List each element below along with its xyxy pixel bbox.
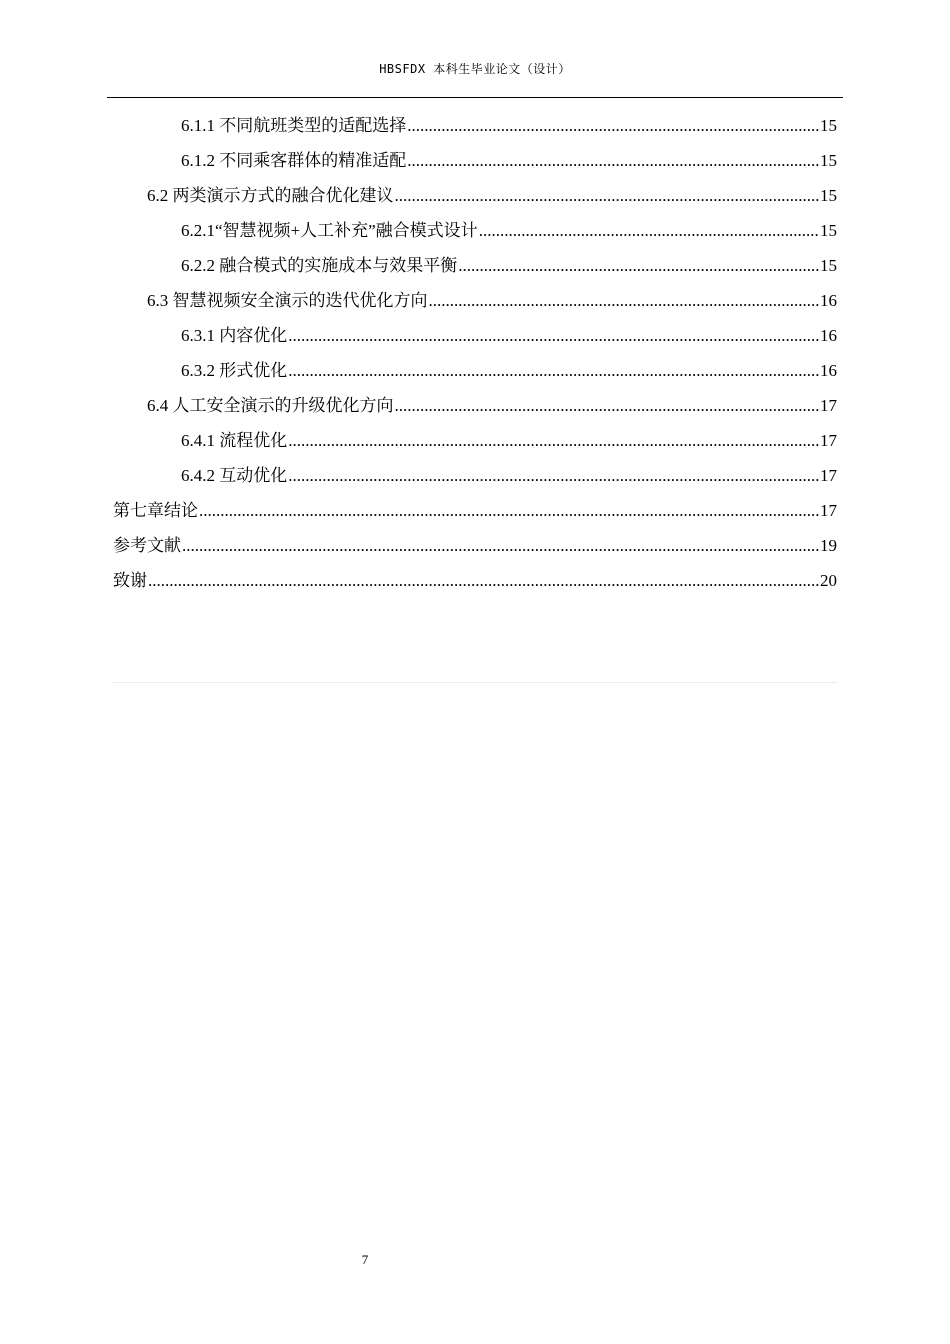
toc-entry-6-3-2[interactable] bbox=[113, 353, 837, 388]
toc-entry-chapter-7[interactable] bbox=[113, 493, 837, 528]
toc-dot-leader bbox=[199, 493, 819, 528]
toc-dot-leader bbox=[182, 528, 819, 563]
toc-dot-leader bbox=[148, 563, 819, 598]
toc-page-number: 16 bbox=[820, 326, 837, 345]
toc-entry-title: 6.4 人工安全演示的升级优化方向 bbox=[147, 396, 394, 415]
toc-dot-leader bbox=[288, 458, 819, 493]
toc-dot-leader bbox=[458, 248, 819, 283]
toc-entry-title: 第七章结论 bbox=[113, 501, 198, 521]
toc-entry-6-2[interactable] bbox=[113, 178, 837, 213]
toc-page-number: 15 bbox=[820, 116, 837, 135]
toc-entry-6-2-1[interactable] bbox=[113, 213, 837, 248]
toc-page-number: 16 bbox=[820, 361, 837, 380]
toc-entry-title: 6.2.2 融合模式的实施成本与效果平衡 bbox=[181, 256, 458, 275]
toc-entry-6-4[interactable] bbox=[113, 388, 837, 423]
toc-entry-title: 参考文献 bbox=[113, 536, 181, 556]
toc-page-number: 15 bbox=[820, 186, 837, 205]
toc-page-number: 19 bbox=[820, 536, 837, 555]
toc-entry-title: 6.1.2 不同乘客群体的精准适配 bbox=[181, 151, 407, 170]
toc-dot-leader bbox=[395, 388, 820, 423]
toc-entry-6-2-2[interactable] bbox=[113, 248, 837, 283]
toc-entry-title: 6.4.1 流程优化 bbox=[181, 431, 288, 450]
toc-page-number: 16 bbox=[820, 291, 837, 310]
toc-dot-leader bbox=[407, 143, 819, 178]
toc-page-number: 17 bbox=[820, 396, 837, 415]
toc-dot-leader bbox=[479, 213, 819, 248]
toc-entry-title: 6.4.2 互动优化 bbox=[181, 466, 288, 485]
running-header: HBSFDX 本科生毕业论文（设计） bbox=[379, 62, 571, 76]
toc-dot-leader bbox=[407, 108, 819, 143]
toc-entry-6-3-1[interactable] bbox=[113, 318, 837, 353]
table-of-contents bbox=[113, 108, 837, 598]
section-divider bbox=[113, 682, 837, 683]
toc-entry-6-4-1[interactable] bbox=[113, 423, 837, 458]
toc-entry-title: 6.1.1 不同航班类型的适配选择 bbox=[181, 116, 407, 135]
toc-entry-6-4-2[interactable] bbox=[113, 458, 837, 493]
toc-page-number: 20 bbox=[820, 571, 837, 590]
toc-entry-title: 6.2.1“智慧视频+人工补充”融合模式设计 bbox=[181, 221, 478, 240]
toc-page-number: 17 bbox=[820, 501, 837, 520]
toc-page-number: 15 bbox=[820, 221, 837, 240]
toc-entry-6-1-1[interactable] bbox=[113, 108, 837, 143]
toc-entry-title: 6.3 智慧视频安全演示的迭代优化方向 bbox=[147, 291, 428, 310]
header-divider bbox=[107, 97, 843, 98]
page-number: 7 bbox=[361, 1252, 369, 1267]
toc-page-number: 15 bbox=[820, 151, 837, 170]
toc-entry-references[interactable] bbox=[113, 528, 837, 563]
toc-dot-leader bbox=[395, 178, 820, 213]
toc-dot-leader bbox=[429, 283, 820, 318]
toc-page-number: 17 bbox=[820, 431, 837, 450]
toc-dot-leader bbox=[288, 353, 819, 388]
toc-entry-title: 6.3.1 内容优化 bbox=[181, 326, 288, 345]
toc-entry-acknowledgements[interactable] bbox=[113, 563, 837, 598]
toc-entry-title: 6.2 两类演示方式的融合优化建议 bbox=[147, 186, 394, 205]
toc-dot-leader bbox=[288, 318, 819, 353]
toc-entry-title: 6.3.2 形式优化 bbox=[181, 361, 288, 380]
toc-entry-6-1-2[interactable] bbox=[113, 143, 837, 178]
toc-page-number: 17 bbox=[820, 466, 837, 485]
toc-entry-6-3[interactable] bbox=[113, 283, 837, 318]
toc-page-number: 15 bbox=[820, 256, 837, 275]
toc-dot-leader bbox=[288, 423, 819, 458]
toc-entry-title: 致谢 bbox=[113, 571, 147, 591]
